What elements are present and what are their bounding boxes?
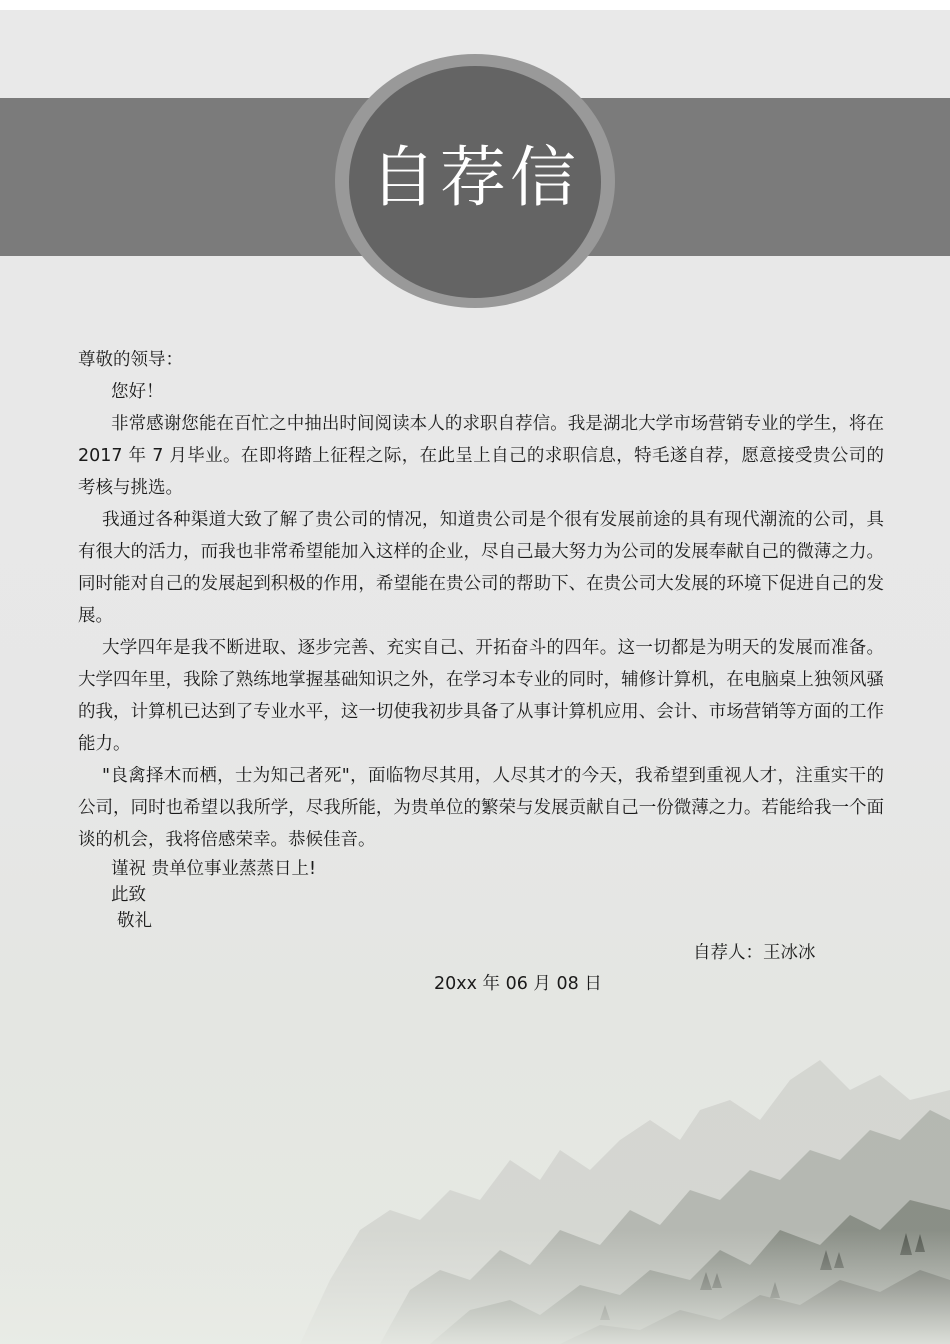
letter-date: 20xx 年 06 月 08 日 xyxy=(434,974,602,994)
closing-line-2: 敬礼 xyxy=(117,911,152,931)
closing-block xyxy=(111,856,316,934)
greeting: 您好！ xyxy=(111,382,164,402)
paragraph-3: 大学四年是我不断进取、逐步完善、充实自己、开拓奋斗的四年。这一切都是为明天的发展而准备。大学四年里，我除了熟练地掌握基础知识之外，在学习本专业的同时，辅修计算机，在电脑桌上独领风骚的我，计算机已达到了专业水平，这一切使我初步具备了从事计算机应用、会计、市场营销等方面的工作能力。 xyxy=(78,638,884,754)
mist-overlay xyxy=(0,1230,950,1344)
paragraph-2: 我通过各种渠道大致了解了贵公司的情况，知道贵公司是个很有发展前途的具有现代潮流的公司，具有很大的活力，而我也非常希望能加入这样的企业，尽自己最大努力为公司的发展奉献自己的微薄之力。同时能对自己的发展起到积极的作用，希望能在贵公司的帮助下、在贵公司大发展的环境下促进自己的发展。 xyxy=(78,510,884,626)
ink-landscape-illustration xyxy=(0,1030,950,1344)
title-circle xyxy=(349,66,601,298)
paragraph-1: 非常感谢您能在百忙之中抽出时间阅读本人的求职自荐信。我是湖北大学市场营销专业的学生，将在 2017 年 7 月毕业。在即将踏上征程之际，在此呈上自己的求职信息，特毛遂自荐，愿意接受贵公司的考核与挑选。 xyxy=(78,414,884,498)
paragraph-4: "良禽择木而栖，士为知己者死"，面临物尽其用，人尽其才的今天，我希望到重视人才，注重实干的公司，同时也希望以我所学，尽我所能，为贵单位的繁荣与发展贡献自己一份微薄之力。若能给我一个面谈的机会，我将倍感荣幸。恭候佳音。 xyxy=(78,766,884,850)
letter-page xyxy=(0,10,950,1344)
letter-body xyxy=(78,344,884,856)
page-title: 自荐信 xyxy=(370,139,580,216)
wishes-line: 谨祝 贵单位事业蒸蒸日上! xyxy=(111,859,317,879)
signature: 自荐人：王冰冰 xyxy=(693,943,816,963)
salutation: 尊敬的领导： xyxy=(78,350,183,370)
closing-line-1: 此致 xyxy=(111,885,146,905)
